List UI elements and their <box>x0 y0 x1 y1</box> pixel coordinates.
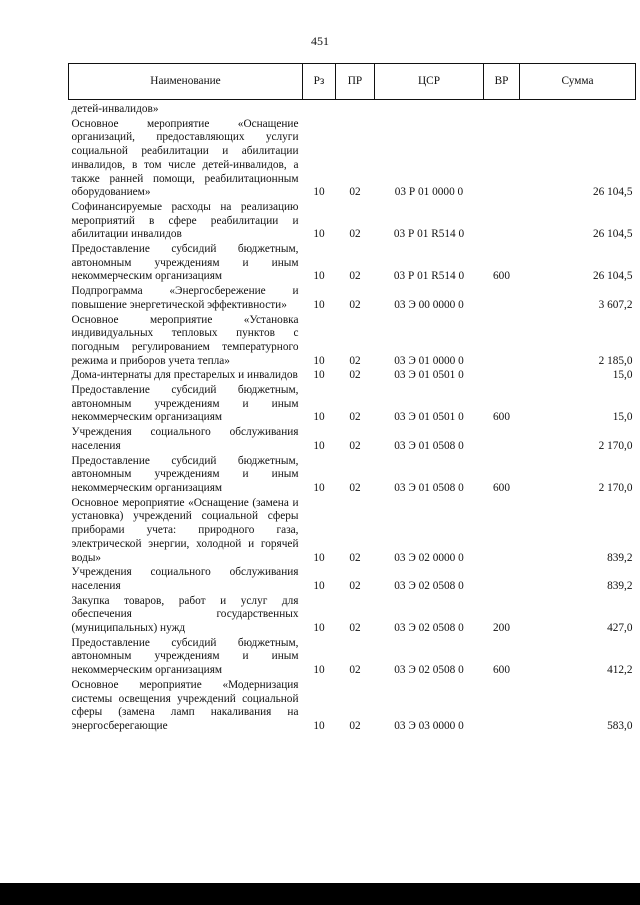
row-vr: 200 <box>493 622 510 635</box>
row-name: Предоставление субсидий бюджетным, автономным учреждениям и иным некоммерческим организациям <box>71 454 299 494</box>
row-sum: 583,0 <box>607 719 633 732</box>
column-header-pr: ПР <box>336 64 375 100</box>
row-pr: 02 <box>349 270 361 283</box>
row-rz <box>303 100 336 118</box>
row-sum: 839,2 <box>607 551 633 564</box>
row-csr: 03 Э 01 0501 0 <box>394 411 464 424</box>
row-sum: 26 104,5 <box>592 186 633 199</box>
row-vr: 600 <box>493 664 510 677</box>
row-pr: 02 <box>349 551 361 564</box>
table-row <box>69 201 636 243</box>
row-sum: 2 170,0 <box>598 439 633 452</box>
row-csr: 03 Э 03 0000 0 <box>394 719 464 732</box>
row-rz: 10 <box>313 186 325 199</box>
row-sum: 26 104,5 <box>592 228 633 241</box>
row-csr: 03 Р 01 0000 0 <box>394 186 464 199</box>
row-pr: 02 <box>349 622 361 635</box>
row-csr: 03 Р 01 R514 0 <box>393 228 465 241</box>
row-name: Основное мероприятие «Оснащение организаций, предоставляющих услуги социальной реабилитации и абилитации инвалидов, в том числе детей-инвалидов, а также ранней помощи, реабилитационным оборудованием» <box>71 117 299 199</box>
row-name: Софинансируемые расходы на реализацию мероприятий в сфере реабилитации и абилитации инвалидов <box>71 200 299 241</box>
row-name: детей-инвалидов» <box>71 103 159 115</box>
row-rz: 10 <box>313 579 325 592</box>
row-rz: 10 <box>313 411 325 424</box>
row-rz: 10 <box>313 228 325 241</box>
row-csr: 03 Э 00 0000 0 <box>394 298 464 311</box>
row-csr: 03 Э 02 0508 0 <box>394 622 464 635</box>
row-vr <box>484 497 520 567</box>
row-sum: 2 185,0 <box>598 354 633 367</box>
row-csr <box>375 100 484 118</box>
row-sum: 839,2 <box>607 579 633 592</box>
row-pr: 02 <box>349 411 361 424</box>
row-rz: 10 <box>313 551 325 564</box>
column-header-vr: ВР <box>484 64 520 100</box>
row-pr: 02 <box>349 186 361 199</box>
row-rz: 10 <box>313 298 325 311</box>
row-name: Учреждения социального обслуживания населения <box>71 566 299 592</box>
row-vr <box>484 118 520 201</box>
row-sum: 412,2 <box>607 664 633 677</box>
column-header-sum: Сумма <box>520 64 636 100</box>
row-name: Основное мероприятие «Установка индивидуальных тепловых пунктов с погодным регулированием температурного режима и приборов учета тепла» <box>71 313 299 367</box>
row-pr: 02 <box>349 439 361 452</box>
table-row <box>69 100 636 118</box>
table-row <box>69 384 636 426</box>
row-sum: 427,0 <box>607 622 633 635</box>
table-row <box>69 455 636 497</box>
table-row <box>69 637 636 679</box>
row-pr: 02 <box>349 228 361 241</box>
row-vr <box>484 369 520 384</box>
table-header-row <box>69 64 636 100</box>
row-sum: 26 104,5 <box>592 270 633 283</box>
row-name: Закупка товаров, работ и услуг для обеспечения государственных (муниципальных) нужд <box>71 594 299 635</box>
row-rz: 10 <box>313 354 325 367</box>
row-pr: 02 <box>349 719 361 732</box>
row-csr: 03 Э 02 0508 0 <box>394 664 464 677</box>
row-name: Дома-интернаты для престарелых и инвалидов <box>71 369 298 382</box>
row-pr: 02 <box>349 369 361 382</box>
row-csr: 03 Э 02 0508 0 <box>394 579 464 592</box>
row-sum: 3 607,2 <box>598 298 633 311</box>
row-vr: 600 <box>493 481 510 494</box>
row-pr: 02 <box>349 298 361 311</box>
row-pr <box>336 100 375 118</box>
table-row <box>69 243 636 285</box>
row-sum: 15,0 <box>612 411 633 424</box>
row-rz: 10 <box>313 481 325 494</box>
row-name: Основное мероприятие «Модернизация системы освещения учреждений социальной сферы (замена ламп накаливания на энергосберегающие <box>71 678 299 732</box>
row-sum: 15,0 <box>612 369 633 382</box>
row-csr: 03 Э 01 0000 0 <box>394 354 464 367</box>
row-vr <box>484 314 520 370</box>
table-row <box>69 369 636 384</box>
row-name: Учреждения социального обслуживания населения <box>71 426 299 452</box>
row-sum: 2 170,0 <box>598 481 633 494</box>
table-row <box>69 595 636 637</box>
row-rz: 10 <box>313 622 325 635</box>
column-header-name: Наименование <box>69 64 303 100</box>
row-sum <box>520 100 636 118</box>
row-vr <box>484 566 520 594</box>
row-name: Основное мероприятие «Оснащение (замена и установка) учреждений социальной сферы приборами учета: природного газа, электрической энергии, холодной и горячей воды» <box>71 496 299 564</box>
table-row <box>69 566 636 594</box>
row-vr <box>484 201 520 243</box>
row-rz: 10 <box>313 719 325 732</box>
row-vr <box>484 426 520 454</box>
row-name: Предоставление субсидий бюджетным, автономным учреждениям и иным некоммерческим организациям <box>71 384 299 424</box>
row-pr: 02 <box>349 481 361 494</box>
table-row <box>69 118 636 201</box>
row-vr <box>484 100 520 118</box>
table-row <box>69 679 636 735</box>
row-rz: 10 <box>313 664 325 677</box>
row-csr: 03 Э 01 0508 0 <box>394 481 464 494</box>
row-vr <box>484 679 520 735</box>
column-header-csr: ЦСР <box>375 64 484 100</box>
page-number: 451 <box>311 34 329 48</box>
row-vr: 600 <box>493 270 510 283</box>
row-name: Предоставление субсидий бюджетным, автономным учреждениям и иным некоммерческим организациям <box>71 243 299 283</box>
row-pr: 02 <box>349 354 361 367</box>
table-row <box>69 314 636 370</box>
row-pr: 02 <box>349 664 361 677</box>
row-csr: 03 Э 01 0501 0 <box>394 369 464 382</box>
row-csr: 03 Р 01 R514 0 <box>393 270 465 283</box>
row-name: Подпрограмма «Энергосбережение и повышение энергетической эффективности» <box>71 285 299 311</box>
budget-table <box>68 63 636 735</box>
scan-bottom-edge <box>0 883 640 905</box>
row-rz: 10 <box>313 439 325 452</box>
row-csr: 03 Э 02 0000 0 <box>394 551 464 564</box>
row-rz: 10 <box>313 369 325 382</box>
row-name: Предоставление субсидий бюджетным, автономным учреждениям и иным некоммерческим организациям <box>71 636 299 677</box>
row-vr: 600 <box>493 411 510 424</box>
row-rz: 10 <box>313 270 325 283</box>
row-pr: 02 <box>349 579 361 592</box>
row-vr <box>484 285 520 313</box>
table-row <box>69 497 636 567</box>
table-row <box>69 285 636 313</box>
table-row <box>69 426 636 454</box>
column-header-rz: Рз <box>303 64 336 100</box>
row-csr: 03 Э 01 0508 0 <box>394 439 464 452</box>
